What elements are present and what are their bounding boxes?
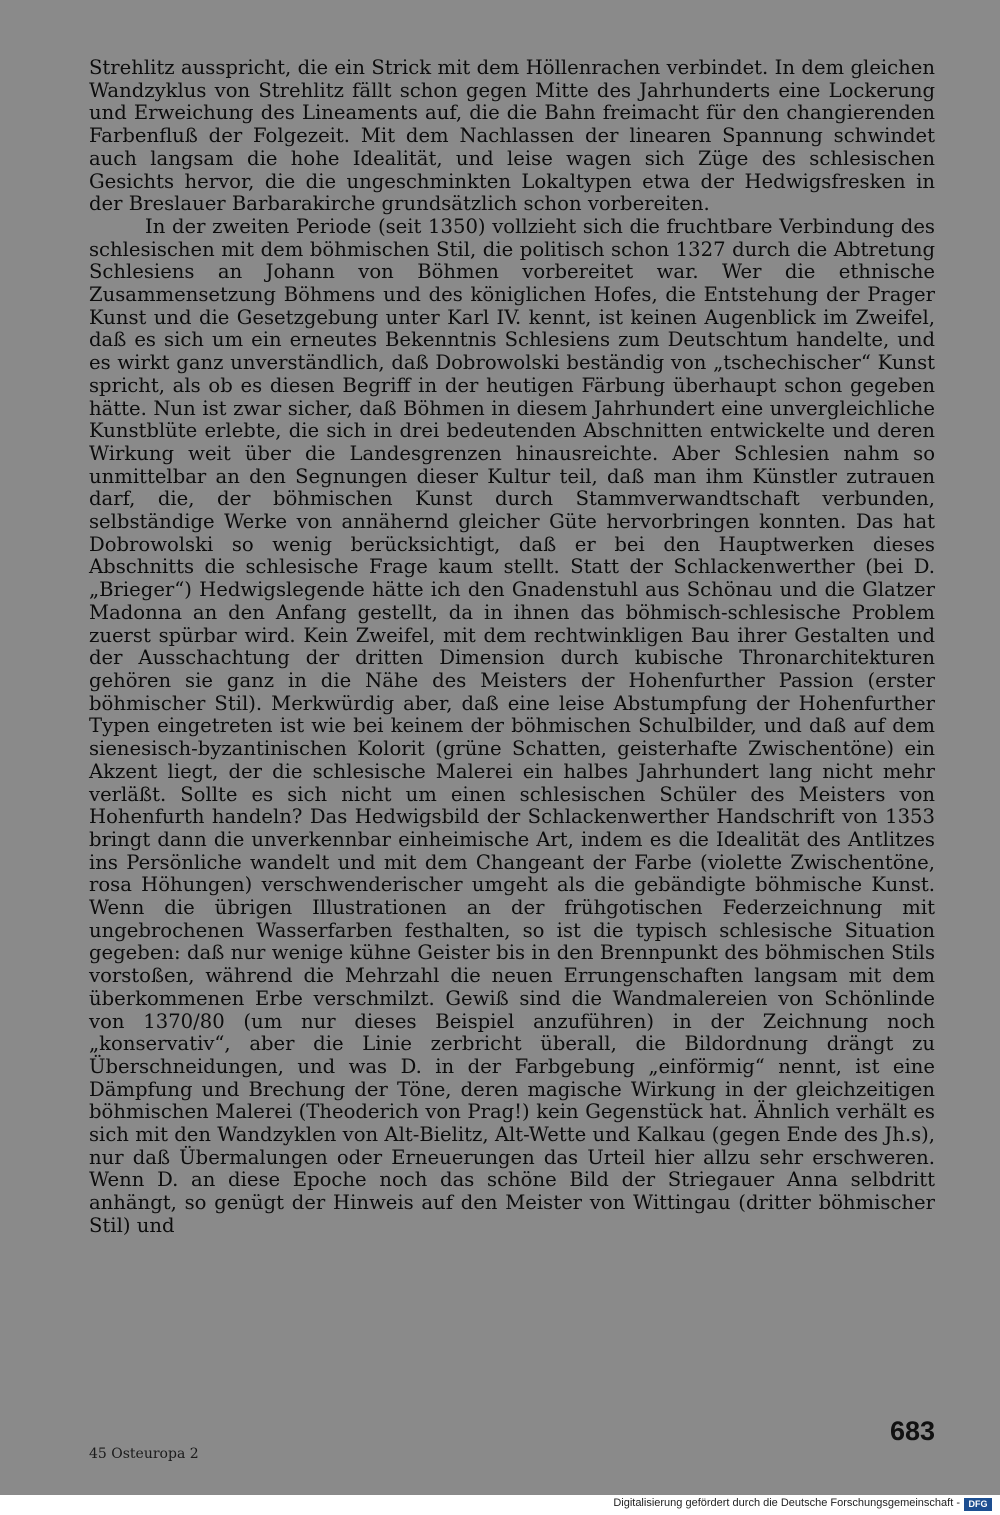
funding-credit: Digitalisierung gefördert durch die Deutsche Forschungsgemeinschaft - (613, 1497, 960, 1509)
paragraph-second-period: In der zweiten Periode (seit 1350) vollzieht sich die fruchtbare Verbindung des schlesischen mit dem böhmischen Stil, die politisch schon 1327 durch die Abtretung Schlesiens an Johann von Böhmen vorbereitet war. Wer die ethnische Zusammensetzung Böhmens und des königlichen Hofes, die Entstehung der Prager Kunst und die Gesetzgebung unter Karl IV. kennt, ist keinen Augenblick im Zweifel, daß es sich um ein erneutes Bekenntnis Schlesiens zum Deutschtum handelte, und es wirkt ganz unverständlich, daß Dobrowolski beständig von „tschechischer“ Kunst spricht, als ob es diesen Begriff in der heutigen Färbung überhaupt schon gegeben hätte. Nun ist zwar sicher, daß Böhmen in diesem Jahrhundert eine unvergleichliche Kunstblüte erlebte, die sich in drei bedeutenden Abschnitten entwickelte und deren Wirkung weit über die Landesgrenzen hinausreichte. Aber Schlesien nahm so unmittelbar an den Segnungen dieser Kultur teil, daß man ihm Künstler zutrauen darf, die, der böhmischen Kunst durch Stammverwandtschaft verbunden, selbständige Werke von annähernd gleicher Güte hervorbringen konnten. Das hat Dobrowolski so wenig berücksichtigt, daß er bei den Hauptwerken dieses Abschnitts die schlesische Frage kaum stellt. Statt der Schlackenwerther (bei D. „Brieger“) Hedwigslegende hätte ich den Gnadenstuhl aus Schönau und die Glatzer Madonna an den Anfang gestellt, da in ihnen das böhmisch-schlesische Problem zuerst spürbar wird. Kein Zweifel, mit dem rechtwinkligen Bau ihrer Gestalten und der Ausschachtung der dritten Dimension durch kubische Thronarchitekturen gehören sie ganz in die Nähe des Meisters der Hohenfurther Passion (erster böhmischer Stil). Merkwürdig aber, daß eine leise Abstumpfung der Hohenfurther Typen eingetreten ist wie bei keinem der böhmischen Schulbilder, und daß auf dem sienesisch-byzantinischen Kolorit (grüne Schatten, geisterhafte Zwischentöne) ein Akzent liegt, der die schlesische Malerei ein halbes Jahrhundert lang nicht mehr verläßt. Sollte es sich nicht um einen schlesischen Schüler des Meisters von Hohenfurth handeln? Das Hedwigsbild der Schlackenwerther Handschrift von 1353 bringt dann die unverkennbar einheimische Art, indem es die Idealität des Antlitzes ins Persönliche wandelt und mit dem Changeant der Farbe (violette Zwischentöne, rosa Höhungen) verschwenderischer umgeht als die gebändigte böhmische Kunst. Wenn die übrigen Illustrationen an der frühgotischen Federzeichnung mit ungebrochenen Wasserfarben festhalten, so ist die typisch schlesische Situation gegeben: daß nur wenige kühne Geister bis in den Brennpunkt des böhmischen Stils vorstoßen, während die Mehrzahl die neuen Errungenschaften langsam mit dem überkommenen Erbe verschmilzt. Gewiß sind die Wandmalereien von Schönlinde von 1370/80 (um nur dieses Beispiel anzuführen) in der Zeichnung noch „konservativ“, aber die Linie zerbricht überall, die Bildordnung drängt zu Überschneidungen, und was D. in der Farbgebung „einförmig“ nennt, ist eine Dämpfung und Brechung der Töne, deren magische Wirkung in der gleichzeitigen böhmischen Malerei (Theoderich von Prag!) kein Gegenstück hat. Ähnlich verhält es sich mit den Wandzyklen von Alt-Bielitz, Alt-Wette und Kalkau (gegen Ende des Jh.s), nur daß Übermalungen oder Erneuerungen das Urteil hier allzu sehr erschweren. Wenn D. an diese Epoche noch das schöne Bild der Striegauer Anna selbdritt anhängt, so genügt der Hinweis auf den Meister von Wittingau (dritter böhmischer Stil) und (89, 214, 935, 1237)
paragraph-continuation: Strehlitz ausspricht, die ein Strick mit dem Höllenrachen verbindet. In dem gleichen Wandzyklus von Strehlitz fällt schon gegen Mitte des Jahrhunderts eine Lockerung und Erweichung des Lineaments auf, die die Bahn freimacht für den changierenden Farbenfluß der Folgezeit. Mit dem Nachlassen der linearen Spannung schwindet auch langsam die hohe Idealität, und leise wagen sich Züge des schlesischen Gesichts hervor, die die ungeschminkten Lokaltypen etwa der Hedwigsfresken in der Breslauer Barbarakirche grundsätzlich schon vorbereiten. (89, 56, 935, 216)
digitization-footer (0, 1495, 1000, 1515)
page-number: 683 (889, 1416, 935, 1446)
dfg-logo-icon: DFG (964, 1498, 992, 1511)
body-text (89, 57, 935, 1238)
print-signature: 45 Osteuropa 2 (89, 1446, 199, 1462)
